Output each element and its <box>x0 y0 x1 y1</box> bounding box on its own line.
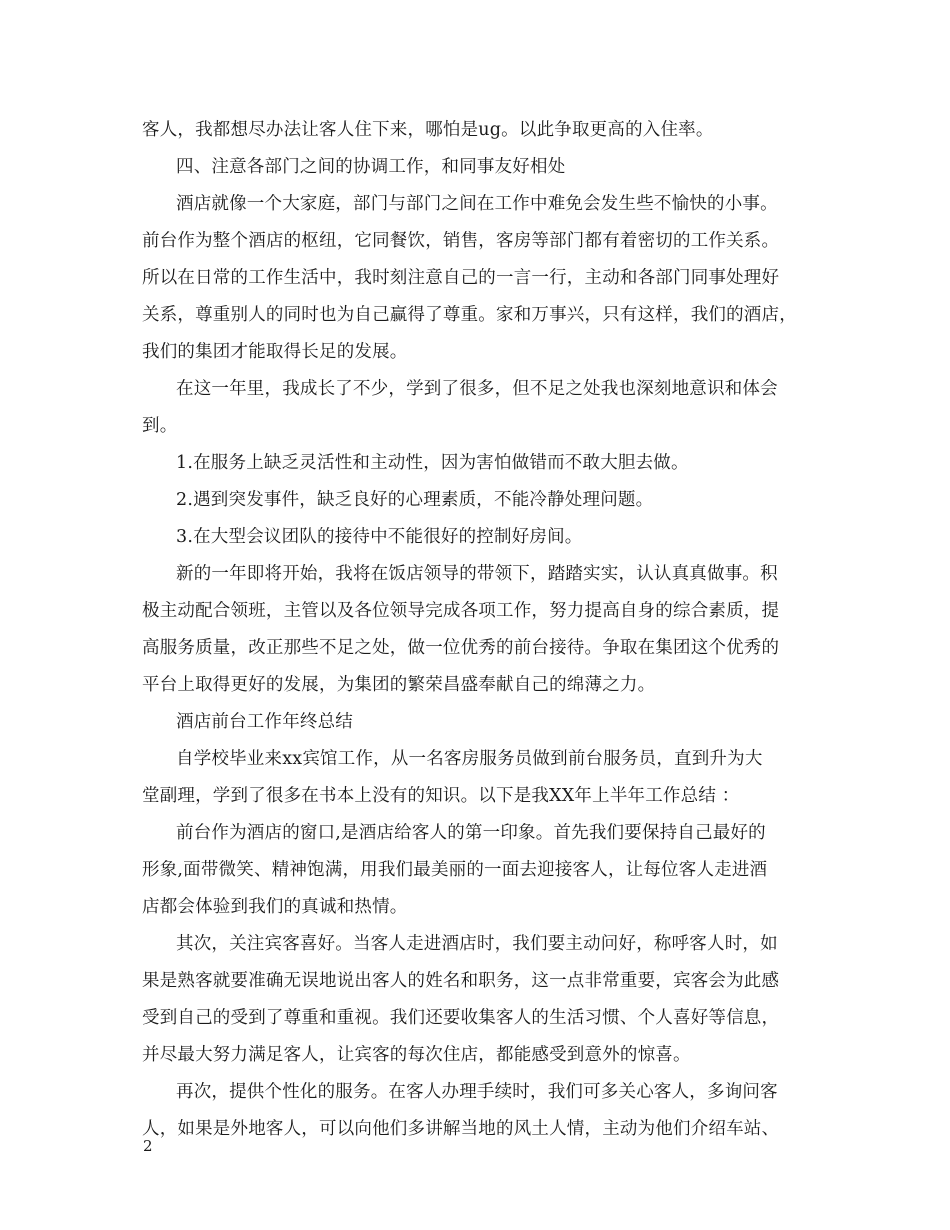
text-line: 高服务质量，改正那些不足之处，做一位优秀的前台接待。争取在集团这个优秀的 <box>142 638 780 658</box>
page-number: 2 <box>143 1137 153 1155</box>
text-line: 关系，尊重别人的同时也为自己赢得了尊重。家和万事兴，只有这样，我们的酒店， <box>142 305 797 325</box>
text-line: 再次，提供个性化的服务。在客人办理手续时，我们可多关心客人，多询问客 <box>176 1082 778 1102</box>
text-line: 2.遇到突发事件，缺乏良好的心理素质，不能冷静处理问题。 <box>176 490 654 510</box>
text-line: 人，如果是外地客人，可以向他们多讲解当地的风土人情，主动为他们介绍车站、 <box>142 1119 780 1139</box>
text-line: 前台作为整个酒店的枢纽，它同餐饮，销售，客房等部门都有着密切的工作关系。 <box>142 231 780 251</box>
text-line: 酒店前台工作年终总结 <box>176 712 353 732</box>
text-line: 受到自己的受到了尊重和重视。我们还要收集客人的生活习惯、个人喜好等信息， <box>142 1008 780 1028</box>
text-line: 四、注意各部门之间的协调工作，和同事友好相处 <box>176 157 566 177</box>
text-line: 新的一年即将开始，我将在饭店领导的带领下，踏踏实实，认认真真做事。积 <box>176 564 778 584</box>
text-line: 客人，我都想尽办法让客人住下来，哪怕是ug。以此争取更高的入住率。 <box>142 120 714 140</box>
text-line: 堂副理，学到了很多在书本上没有的知识。以下是我XX年上半年工作总结 ： <box>142 786 740 806</box>
text-line: 其次，关注宾客喜好。当客人走进酒店时，我们要主动问好，称呼客人时，如 <box>176 934 778 954</box>
text-line: 形象,面带微笑、精神饱满，用我们最美丽的一面去迎接客人，让每位客人走进酒 <box>142 860 768 880</box>
text-line: 自学校毕业来xx宾馆工作，从一名客房服务员做到前台服务员，直到升为大 <box>176 749 763 769</box>
text-line: 店都会体验到我们的真诚和热情。 <box>142 897 408 917</box>
text-line: 1.在服务上缺乏灵活性和主动性，因为害怕做错而不敢大胆去做。 <box>176 453 689 473</box>
text-line: 果是熟客就要准确无误地说出客人的姓名和职务，这一点非常重要，宾客会为此感 <box>142 971 780 991</box>
text-line: 所以在日常的工作生活中，我时刻注意自己的一言一行，主动和各部门同事处理好 <box>142 268 780 288</box>
text-line: 并尽最大努力满足客人，让宾客的每次住店，都能感受到意外的惊喜。 <box>142 1045 691 1065</box>
text-line: 我们的集团才能取得长足的发展。 <box>142 342 408 362</box>
body-text <box>142 112 830 1148</box>
text-line: 在这一年里，我成长了不少，学到了很多，但不足之处我也深刻地意识和体会 <box>176 379 778 399</box>
text-line: 平台上取得更好的发展，为集团的繁荣昌盛奉献自己的绵薄之力。 <box>142 675 656 695</box>
text-line: 3.在大型会议团队的接待中不能很好的控制好房间。 <box>176 527 583 547</box>
text-line: 极主动配合领班，主管以及各位领导完成各项工作，努力提高自身的综合素质，提 <box>142 601 780 621</box>
text-line: 酒店就像一个大家庭，部门与部门之间在工作中难免会发生些不愉快的小事。 <box>176 194 778 214</box>
text-line: 前台作为酒店的窗口,是酒店给客人的第一印象。首先我们要保持自己最好的 <box>176 823 766 843</box>
text-line: 到。 <box>142 416 178 436</box>
